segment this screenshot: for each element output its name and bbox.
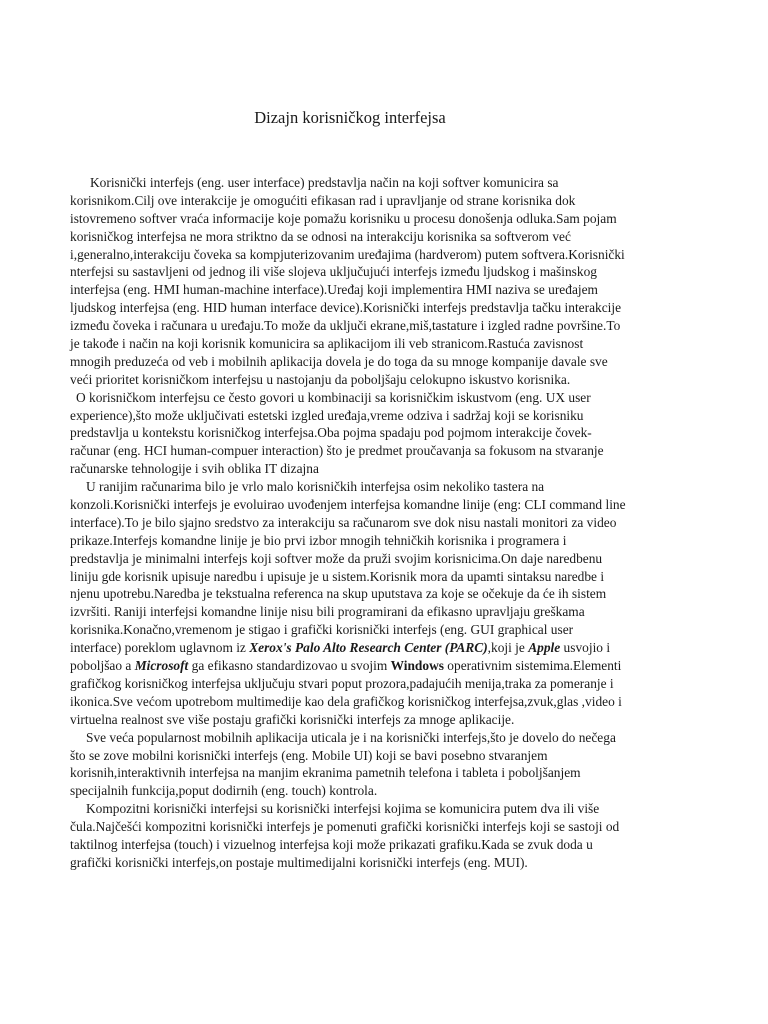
text-line: njenu upotrebu.Naredba je tekstualna referenca na skup uputstava za koje se očekuje da će ih sistem [70, 586, 607, 602]
text-line: računarske tehnologije i svih oblika IT dizajna [70, 461, 319, 477]
text-line: Sve veća popularnost mobilnih aplikacija uticala je i na korisnički interfejs,što je dovelo do nečega [86, 729, 616, 745]
text-line: je takođe i način na koji korisnik komunicira sa aplikacijom ili veb stranicom.Rastuća zavisnost [70, 336, 584, 352]
text-line: čula.Najčešći kompozitni korisnički interfejs je pomenuti grafički korisnički interfejs koji se sastoji od [70, 819, 620, 835]
text-segment: usvojio i [560, 640, 611, 656]
text-segment: interface) poreklom uglavnom iz [70, 640, 250, 656]
text-line: konzoli.Korisnički interfejs je evoluirao uvođenjem interfejsa komandne linije (eng: CLI command line [70, 497, 626, 513]
text-line: i,generalno,interakciju čoveka sa kompjuterizovanim uređajima (hardverom) putem softvera.Korisnički [70, 246, 625, 262]
text-line: korisnika.Konačno,vremenom je stigao i grafički korisnički interfejs (eng. GUI graphical user [70, 622, 574, 638]
text-line: experience),što može uključivati estetski izgled uređaja,vreme odziva i sadržaj koji se korisniku [70, 407, 584, 423]
emphasized-text: Windows [390, 658, 444, 674]
text-line: taktilnog interfejsa (touch) i vizuelnog interfejsa koji može prikazati grafiku.Kada se zvuk doda u [70, 836, 593, 852]
text-line: ljudskog interfejsa (eng. HID human interface device).Korisnički interfejs predstavlja tačku interakcije [70, 300, 622, 316]
text-line: U ranijim računarima bilo je vrlo malo korisničkih interfejsa osim nekoliko tastera na [86, 479, 545, 495]
text-line: virtuelna realnost sve više postaju grafički korisnički interfejs za mnoge aplikacije. [70, 711, 515, 727]
text-line: ikonica.Sve većom upotrebom multimedije kao dela grafičkog korisničkog interfejsa,zvuk,glas ,video i [70, 693, 622, 709]
text-line: korisnih,interaktivnih interfejsa na manjim ekranima pametnih telefona i tableta i poboljšanjem [70, 765, 581, 781]
text-segment: ga efikasno standardizovao u svojim [188, 658, 391, 674]
document-title: Dizajn korisničkog interfejsa [254, 108, 446, 127]
text-line: računar (eng. HCI human-compuer interaction) što je predmet proučavanja sa fokusom na stvaranje [70, 443, 604, 459]
emphasized-text: Apple [528, 640, 561, 656]
text-line: istovremeno softver vraća informacije koje pomažu korisniku u procesu donošenja odluka.Sam pojam [70, 210, 617, 226]
text-line: korisničkog interfejsa ne mora striktno da se odnosi na interakciju korisnika sa softverom već [70, 228, 571, 244]
text-line: izvršiti. Raniji interfejsi komandne linije nisu bili programirani da efikasno upravljaju greškama [70, 604, 585, 620]
emphasized-text: Microsoft [134, 658, 189, 674]
text-segment: poboljšao a [70, 658, 135, 674]
text-line: grafički korisnički interfejs,on postaje multimedijalni korisnički interfejs (eng. MUI). [70, 854, 528, 870]
text-segment: operativnim sistemima.Elementi [443, 658, 622, 674]
text-line: što se zove mobilni korisnički interfejs (eng. Mobile UI) koji se bavi posebno stvaranjem [70, 747, 548, 763]
text-segment: ,koji je [487, 640, 529, 656]
emphasized-text: Xerox's Palo Alto Research Center (PARC) [249, 640, 488, 656]
text-line [70, 639, 760, 657]
text-line: prikaze.Interfejs komandne linije je bio prvi izbor mnogih tehničkih korisnika i programera i [70, 532, 567, 548]
text-line: nterfejsi su sastavljeni od jednog ili više slojeva uključujući interfejs između ljudskog i mašinskog [70, 264, 597, 280]
text-line: veći prioritet korisničkom interfejsu u nastojanju da poboljšaju celokupno iskustvo korisnika. [70, 371, 571, 387]
text-line: mnogih preduzeća od veb i mobilnih aplikacija dovela je do toga da su mnoge kompanije davale sve [70, 353, 608, 369]
text-line: predstavlja je minimalni interfejs koji softver može da pruži svojim korisnicima.On daje naredbenu [70, 550, 603, 566]
text-line: liniju gde korisnik upisuje naredbu i upisuje je u sistem.Korisnik mora da upamti sintaksu naredbe i [70, 568, 605, 584]
text-line: O korisničkom interfejsu ce često govori u kombinaciji sa korisničkim iskustvom (eng. UX user [76, 389, 591, 405]
text-line [70, 657, 760, 675]
text-line: Kompozitni korisnički interfejsi su korisnički interfejsi kojima se komunicira putem dva ili više [86, 801, 600, 817]
text-line: Korisnički interfejs (eng. user interface) predstavlja način na koji softver komunicira sa [90, 175, 559, 190]
text-line: interfejsa (eng. HMI human-machine interface).Uređaj koji implementira HMI naziva se uređajem [70, 282, 598, 298]
text-line: interface).To je bilo sjajno sredstvo za interakciju sa računarom sve dok nisu nastali monitori za video [70, 514, 617, 530]
text-line: korisnikom.Cilj ove interakcije je omogućiti efikasan rad i upravljanje od strane korisnika dok [70, 192, 576, 208]
text-line: predstavlja u kontekstu korisničkog interfejsa.Oba pojma spadaju pod pojmom interakcije čovek- [70, 425, 592, 441]
document-body [70, 174, 760, 872]
text-line: grafičkog korisničkog interfejsa uključuju stvari poput prozora,padajućih menija,traka za pomeranje i [70, 675, 614, 691]
text-line: specijalnih funkcija,poput dodirnih (eng. touch) kontrola. [70, 783, 378, 799]
text-line: između čoveka i računara u uređaju.To može da uključi ekrane,miš,tastature i izgled radne površine.To [70, 318, 621, 334]
